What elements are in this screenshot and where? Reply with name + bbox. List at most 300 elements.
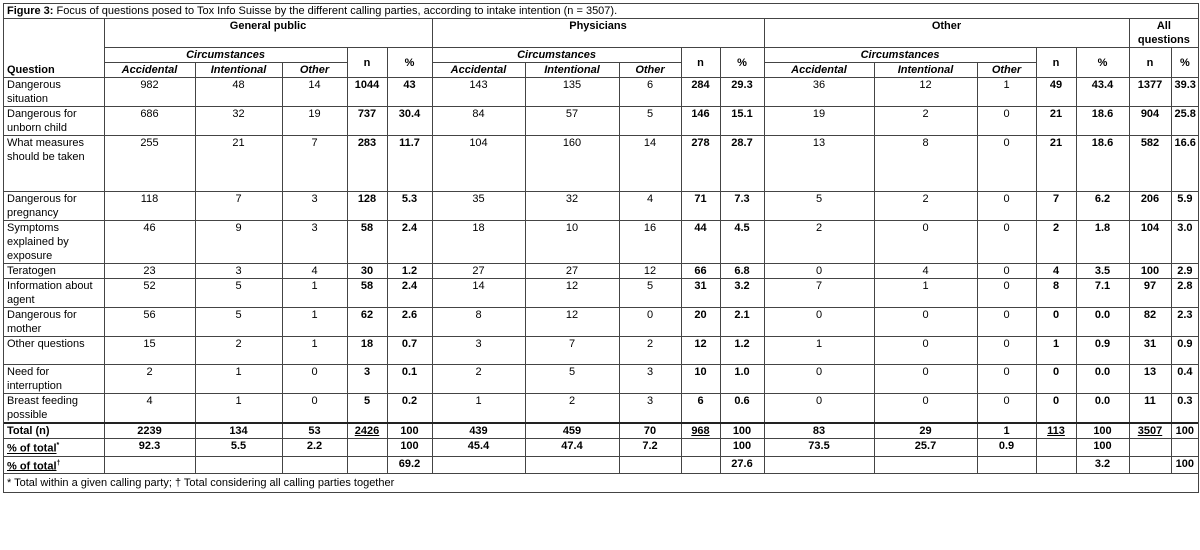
- cell-gp-n: 283: [347, 136, 387, 192]
- totals-cell-ot-intentional: [874, 456, 977, 474]
- cell-all-pct: 39.3: [1171, 78, 1198, 107]
- header-pct-gp: %: [387, 48, 432, 78]
- header-accidental-ph: Accidental: [432, 63, 525, 78]
- totals-cell-gp-accidental: 2239: [104, 423, 195, 439]
- header-accidental-gp: Accidental: [104, 63, 195, 78]
- cell-ot-accidental: 1: [764, 337, 874, 365]
- cell-all-n: 904: [1129, 107, 1171, 136]
- totals-cell-gp-n: [347, 456, 387, 474]
- header-other-ot: Other: [977, 63, 1036, 78]
- totals-cell-all-n: 3507: [1129, 423, 1171, 439]
- header-intentional-gp: Intentional: [195, 63, 282, 78]
- totals-cell-all-n: [1129, 456, 1171, 474]
- table-row: [4, 264, 1198, 279]
- totals-cell-gp-n: 2426: [347, 423, 387, 439]
- cell-gp-intentional: 21: [195, 136, 282, 192]
- cell-gp-intentional: 32: [195, 107, 282, 136]
- cell-gp-other: 7: [282, 136, 347, 192]
- cell-ph-intentional: 10: [525, 221, 619, 264]
- cell-ot-other: 0: [977, 365, 1036, 394]
- cell-all-pct: 2.9: [1171, 264, 1198, 279]
- cell-gp-accidental: 52: [104, 279, 195, 308]
- cell-all-pct: 2.3: [1171, 308, 1198, 337]
- totals-cell-gp-pct: 69.2: [387, 456, 432, 474]
- totals-label-text: % of total: [7, 442, 57, 455]
- table-row: [4, 279, 1198, 308]
- cell-ph-n: 20: [681, 308, 720, 337]
- cell-ph-other: 0: [619, 308, 681, 337]
- cell-gp-n: 58: [347, 279, 387, 308]
- cell-ot-intentional: 0: [874, 365, 977, 394]
- cell-ph-n: 6: [681, 394, 720, 424]
- caption-text: Focus of questions posed to Tox Info Suisse by the different calling parties, according to intake intention (n = 3507).: [53, 5, 618, 17]
- cell-all-pct: 0.3: [1171, 394, 1198, 424]
- cell-ot-intentional: 12: [874, 78, 977, 107]
- header-n-ph: n: [681, 48, 720, 78]
- cell-ot-other: 1: [977, 78, 1036, 107]
- cell-ot-other: 0: [977, 308, 1036, 337]
- totals-label-text: Total (n): [7, 425, 50, 437]
- cell-gp-other: 1: [282, 308, 347, 337]
- totals-cell-ph-accidental: [432, 456, 525, 474]
- cell-ot-accidental: 0: [764, 264, 874, 279]
- header-all-questions: All questions: [1129, 19, 1198, 48]
- cell-gp-intentional: 5: [195, 308, 282, 337]
- cell-ot-pct: 43.4: [1076, 78, 1129, 107]
- table-row: [4, 308, 1198, 337]
- header-n-all: n: [1129, 48, 1171, 78]
- cell-ph-other: 3: [619, 365, 681, 394]
- totals-cell-ph-other: [619, 456, 681, 474]
- header-other-ph: Other: [619, 63, 681, 78]
- cell-all-n: 31: [1129, 337, 1171, 365]
- header-row-circumstances: [4, 48, 1198, 63]
- cell-all-n: 13: [1129, 365, 1171, 394]
- cell-ph-other: 12: [619, 264, 681, 279]
- table-row: [4, 394, 1198, 424]
- cell-ot-accidental: 36: [764, 78, 874, 107]
- cell-ot-n: 8: [1036, 279, 1076, 308]
- cell-ot-intentional: 2: [874, 192, 977, 221]
- footnote: * Total within a given calling party; † Total considering all calling parties together: [4, 474, 1198, 493]
- cell-gp-n: 1044: [347, 78, 387, 107]
- header-circumstances-gp: Circumstances: [104, 48, 347, 63]
- cell-ot-intentional: 4: [874, 264, 977, 279]
- header-row-columns: [4, 63, 1198, 78]
- row-question: Breast feeding possible: [4, 394, 104, 424]
- cell-gp-n: 737: [347, 107, 387, 136]
- cell-ot-n: 21: [1036, 107, 1076, 136]
- cell-gp-accidental: 23: [104, 264, 195, 279]
- cell-gp-pct: 43: [387, 78, 432, 107]
- cell-all-n: 104: [1129, 221, 1171, 264]
- totals-cell-ot-other: 1: [977, 423, 1036, 439]
- cell-ot-pct: 3.5: [1076, 264, 1129, 279]
- cell-ot-pct: 7.1: [1076, 279, 1129, 308]
- cell-ph-accidental: 27: [432, 264, 525, 279]
- header-physicians: Physicians: [432, 19, 764, 48]
- cell-ot-intentional: 0: [874, 308, 977, 337]
- cell-ot-other: 0: [977, 337, 1036, 365]
- cell-gp-accidental: 46: [104, 221, 195, 264]
- cell-ot-pct: 6.2: [1076, 192, 1129, 221]
- cell-ph-n: 10: [681, 365, 720, 394]
- totals-cell-ph-intentional: 47.4: [525, 439, 619, 457]
- totals-cell-ph-pct: 100: [720, 423, 764, 439]
- cell-ph-pct: 7.3: [720, 192, 764, 221]
- cell-ph-other: 14: [619, 136, 681, 192]
- cell-ph-pct: 0.6: [720, 394, 764, 424]
- cell-gp-n: 30: [347, 264, 387, 279]
- table-totals: [4, 423, 1198, 474]
- row-question: What measures should be taken: [4, 136, 104, 192]
- cell-ph-other: 16: [619, 221, 681, 264]
- totals-label: [4, 456, 104, 474]
- totals-cell-ot-accidental: 83: [764, 423, 874, 439]
- cell-ph-n: 31: [681, 279, 720, 308]
- header-circumstances-ph: Circumstances: [432, 48, 681, 63]
- cell-ph-pct: 1.0: [720, 365, 764, 394]
- totals-cell-ph-intentional: [525, 456, 619, 474]
- cell-gp-other: 3: [282, 221, 347, 264]
- cell-ph-intentional: 12: [525, 279, 619, 308]
- cell-all-n: 1377: [1129, 78, 1171, 107]
- cell-ph-n: 12: [681, 337, 720, 365]
- totals-cell-ph-n: [681, 439, 720, 457]
- cell-ot-n: 49: [1036, 78, 1076, 107]
- cell-ph-n: 66: [681, 264, 720, 279]
- cell-ph-pct: 2.1: [720, 308, 764, 337]
- cell-ph-accidental: 143: [432, 78, 525, 107]
- cell-ot-intentional: 0: [874, 221, 977, 264]
- cell-ot-intentional: 0: [874, 337, 977, 365]
- cell-ph-pct: 29.3: [720, 78, 764, 107]
- cell-ot-accidental: 0: [764, 394, 874, 424]
- header-n-ot: n: [1036, 48, 1076, 78]
- cell-gp-accidental: 118: [104, 192, 195, 221]
- header-question: Question: [4, 63, 104, 78]
- cell-gp-pct: 2.4: [387, 221, 432, 264]
- cell-ph-other: 5: [619, 107, 681, 136]
- cell-gp-n: 18: [347, 337, 387, 365]
- cell-all-n: 206: [1129, 192, 1171, 221]
- cell-ph-other: 2: [619, 337, 681, 365]
- table-row: [4, 221, 1198, 264]
- cell-gp-intentional: 7: [195, 192, 282, 221]
- cell-ot-intentional: 2: [874, 107, 977, 136]
- totals-cell-all-pct: 100: [1171, 423, 1198, 439]
- cell-gp-other: 19: [282, 107, 347, 136]
- cell-all-n: 11: [1129, 394, 1171, 424]
- cell-ph-intentional: 7: [525, 337, 619, 365]
- header-other: Other: [764, 19, 1129, 48]
- cell-gp-accidental: 2: [104, 365, 195, 394]
- totals-cell-ot-n: 113: [1036, 423, 1076, 439]
- cell-gp-pct: 30.4: [387, 107, 432, 136]
- totals-cell-gp-intentional: 134: [195, 423, 282, 439]
- cell-ph-n: 44: [681, 221, 720, 264]
- totals-cell-ph-other: 7.2: [619, 439, 681, 457]
- table-body: [4, 78, 1198, 424]
- cell-ot-n: 0: [1036, 365, 1076, 394]
- cell-ph-pct: 6.8: [720, 264, 764, 279]
- cell-ot-n: 21: [1036, 136, 1076, 192]
- totals-label: [4, 439, 104, 457]
- totals-cell-ot-pct: 100: [1076, 423, 1129, 439]
- cell-ph-accidental: 104: [432, 136, 525, 192]
- cell-ph-intentional: 5: [525, 365, 619, 394]
- row-question: Other questions: [4, 337, 104, 365]
- cell-ph-intentional: 160: [525, 136, 619, 192]
- totals-row-pct-party: [4, 439, 1198, 457]
- cell-ot-pct: 1.8: [1076, 221, 1129, 264]
- cell-ph-other: 5: [619, 279, 681, 308]
- cell-ot-pct: 18.6: [1076, 136, 1129, 192]
- cell-ph-pct: 28.7: [720, 136, 764, 192]
- cell-all-pct: 16.6: [1171, 136, 1198, 192]
- cell-gp-accidental: 255: [104, 136, 195, 192]
- cell-gp-pct: 11.7: [387, 136, 432, 192]
- cell-gp-intentional: 48: [195, 78, 282, 107]
- totals-cell-ot-accidental: 73.5: [764, 439, 874, 457]
- cell-ot-other: 0: [977, 192, 1036, 221]
- cell-ph-n: 278: [681, 136, 720, 192]
- cell-gp-accidental: 15: [104, 337, 195, 365]
- cell-gp-other: 0: [282, 365, 347, 394]
- cell-gp-pct: 1.2: [387, 264, 432, 279]
- cell-all-n: 582: [1129, 136, 1171, 192]
- totals-cell-ot-accidental: [764, 456, 874, 474]
- totals-cell-gp-accidental: 92.3: [104, 439, 195, 457]
- cell-ph-other: 6: [619, 78, 681, 107]
- header-intentional-ph: Intentional: [525, 63, 619, 78]
- cell-ot-accidental: 0: [764, 308, 874, 337]
- caption-label: Figure 3:: [7, 5, 54, 17]
- cell-gp-pct: 0.2: [387, 394, 432, 424]
- header-n-gp: n: [347, 48, 387, 78]
- cell-ot-accidental: 5: [764, 192, 874, 221]
- header-circumstances-ot: Circumstances: [764, 48, 1036, 63]
- totals-cell-ph-n: [681, 456, 720, 474]
- cell-gp-other: 3: [282, 192, 347, 221]
- cell-ot-n: 0: [1036, 308, 1076, 337]
- cell-ot-other: 0: [977, 221, 1036, 264]
- cell-ph-accidental: 1: [432, 394, 525, 424]
- totals-cell-gp-accidental: [104, 456, 195, 474]
- cell-all-pct: 3.0: [1171, 221, 1198, 264]
- cell-gp-intentional: 1: [195, 394, 282, 424]
- cell-gp-other: 1: [282, 337, 347, 365]
- cell-gp-pct: 2.4: [387, 279, 432, 308]
- cell-ph-pct: 1.2: [720, 337, 764, 365]
- totals-cell-gp-intentional: 5.5: [195, 439, 282, 457]
- header-intentional-ot: Intentional: [874, 63, 977, 78]
- cell-ph-accidental: 2: [432, 365, 525, 394]
- cell-ot-other: 0: [977, 264, 1036, 279]
- cell-gp-intentional: 1: [195, 365, 282, 394]
- cell-gp-n: 3: [347, 365, 387, 394]
- totals-label-mark: †: [56, 459, 61, 467]
- figure-table: [3, 3, 1199, 493]
- totals-cell-ot-n: [1036, 456, 1076, 474]
- cell-gp-other: 14: [282, 78, 347, 107]
- cell-ph-accidental: 18: [432, 221, 525, 264]
- totals-cell-gp-pct: 100: [387, 439, 432, 457]
- totals-cell-ot-pct: 100: [1076, 439, 1129, 457]
- cell-gp-pct: 2.6: [387, 308, 432, 337]
- figure-caption: [4, 4, 1198, 19]
- header-general-public: General public: [104, 19, 432, 48]
- totals-row-total-n: [4, 423, 1198, 439]
- cell-ot-other: 0: [977, 136, 1036, 192]
- cell-gp-accidental: 982: [104, 78, 195, 107]
- cell-ot-intentional: 1: [874, 279, 977, 308]
- header-pct-ph: %: [720, 48, 764, 78]
- table-row: [4, 78, 1198, 107]
- cell-ot-n: 2: [1036, 221, 1076, 264]
- cell-ph-intentional: 2: [525, 394, 619, 424]
- cell-gp-other: 4: [282, 264, 347, 279]
- footnote-row: [4, 474, 1198, 493]
- cell-ot-pct: 0.0: [1076, 308, 1129, 337]
- cell-ph-accidental: 8: [432, 308, 525, 337]
- cell-gp-intentional: 3: [195, 264, 282, 279]
- cell-ot-n: 1: [1036, 337, 1076, 365]
- totals-cell-all-pct: 100: [1171, 456, 1198, 474]
- totals-cell-ph-n: 968: [681, 423, 720, 439]
- totals-cell-ph-accidental: 439: [432, 423, 525, 439]
- totals-cell-ph-pct: 100: [720, 439, 764, 457]
- cell-ph-intentional: 57: [525, 107, 619, 136]
- totals-cell-all-pct: [1171, 439, 1198, 457]
- totals-cell-ot-intentional: 29: [874, 423, 977, 439]
- cell-ph-accidental: 3: [432, 337, 525, 365]
- cell-ot-accidental: 13: [764, 136, 874, 192]
- cell-all-pct: 0.4: [1171, 365, 1198, 394]
- cell-ph-pct: 3.2: [720, 279, 764, 308]
- cell-ot-intentional: 0: [874, 394, 977, 424]
- cell-ph-intentional: 135: [525, 78, 619, 107]
- cell-ph-intentional: 32: [525, 192, 619, 221]
- cell-gp-pct: 0.7: [387, 337, 432, 365]
- cell-ot-accidental: 7: [764, 279, 874, 308]
- cell-all-pct: 2.8: [1171, 279, 1198, 308]
- cell-gp-n: 62: [347, 308, 387, 337]
- cell-ph-n: 71: [681, 192, 720, 221]
- cell-ph-n: 146: [681, 107, 720, 136]
- cell-gp-intentional: 9: [195, 221, 282, 264]
- totals-cell-ot-other: 0.9: [977, 439, 1036, 457]
- caption-row: [4, 4, 1198, 19]
- table-row: [4, 337, 1198, 365]
- cell-gp-accidental: 4: [104, 394, 195, 424]
- cell-all-n: 97: [1129, 279, 1171, 308]
- header-other-gp: Other: [282, 63, 347, 78]
- cell-all-n: 82: [1129, 308, 1171, 337]
- cell-all-n: 100: [1129, 264, 1171, 279]
- table-row: [4, 192, 1198, 221]
- cell-ot-n: 0: [1036, 394, 1076, 424]
- cell-all-pct: 5.9: [1171, 192, 1198, 221]
- row-question: Need for interruption: [4, 365, 104, 394]
- cell-ph-pct: 4.5: [720, 221, 764, 264]
- totals-label-mark: *: [56, 442, 60, 449]
- totals-cell-gp-n: [347, 439, 387, 457]
- totals-row-pct-all: [4, 456, 1198, 474]
- cell-ph-pct: 15.1: [720, 107, 764, 136]
- totals-label-text: % of total: [7, 460, 57, 473]
- totals-cell-gp-other: 2.2: [282, 439, 347, 457]
- cell-ot-other: 0: [977, 107, 1036, 136]
- totals-label: [4, 423, 104, 439]
- totals-cell-ot-pct: 3.2: [1076, 456, 1129, 474]
- cell-gp-n: 128: [347, 192, 387, 221]
- row-question: Dangerous situation: [4, 78, 104, 107]
- cell-ph-other: 3: [619, 394, 681, 424]
- cell-ph-accidental: 14: [432, 279, 525, 308]
- cell-gp-pct: 5.3: [387, 192, 432, 221]
- cell-ot-intentional: 8: [874, 136, 977, 192]
- cell-all-pct: 0.9: [1171, 337, 1198, 365]
- cell-gp-other: 0: [282, 394, 347, 424]
- cell-ot-n: 7: [1036, 192, 1076, 221]
- cell-ot-other: 0: [977, 279, 1036, 308]
- cell-ot-pct: 0.0: [1076, 365, 1129, 394]
- header-pct-ot: %: [1076, 48, 1129, 78]
- totals-cell-ph-other: 70: [619, 423, 681, 439]
- totals-cell-ot-intentional: 25.7: [874, 439, 977, 457]
- cell-ot-accidental: 2: [764, 221, 874, 264]
- cell-ph-intentional: 27: [525, 264, 619, 279]
- header-pct-all: %: [1171, 48, 1198, 78]
- row-question: Symptoms explained by exposure: [4, 221, 104, 264]
- header-accidental-ot: Accidental: [764, 63, 874, 78]
- cell-gp-accidental: 686: [104, 107, 195, 136]
- table-row: [4, 136, 1198, 192]
- totals-cell-all-n: [1129, 439, 1171, 457]
- totals-cell-ph-accidental: 45.4: [432, 439, 525, 457]
- cell-gp-n: 5: [347, 394, 387, 424]
- cell-ph-accidental: 84: [432, 107, 525, 136]
- cell-ph-accidental: 35: [432, 192, 525, 221]
- row-question: Dangerous for unborn child: [4, 107, 104, 136]
- cell-gp-pct: 0.1: [387, 365, 432, 394]
- cell-ot-n: 4: [1036, 264, 1076, 279]
- row-question: Dangerous for mother: [4, 308, 104, 337]
- cell-ot-pct: 0.9: [1076, 337, 1129, 365]
- header-row-party: [4, 19, 1198, 48]
- table-row: [4, 365, 1198, 394]
- cell-gp-other: 1: [282, 279, 347, 308]
- table-row: [4, 107, 1198, 136]
- cell-ot-pct: 18.6: [1076, 107, 1129, 136]
- totals-cell-gp-other: 53: [282, 423, 347, 439]
- cell-ot-accidental: 19: [764, 107, 874, 136]
- row-question: Teratogen: [4, 264, 104, 279]
- cell-ot-accidental: 0: [764, 365, 874, 394]
- totals-cell-ph-pct: 27.6: [720, 456, 764, 474]
- cell-gp-intentional: 2: [195, 337, 282, 365]
- cell-gp-intentional: 5: [195, 279, 282, 308]
- totals-cell-gp-pct: 100: [387, 423, 432, 439]
- row-question: Information about agent: [4, 279, 104, 308]
- cell-ot-other: 0: [977, 394, 1036, 424]
- totals-cell-gp-other: [282, 456, 347, 474]
- totals-cell-ot-other: [977, 456, 1036, 474]
- cell-all-pct: 25.8: [1171, 107, 1198, 136]
- cell-ph-other: 4: [619, 192, 681, 221]
- totals-cell-ot-n: [1036, 439, 1076, 457]
